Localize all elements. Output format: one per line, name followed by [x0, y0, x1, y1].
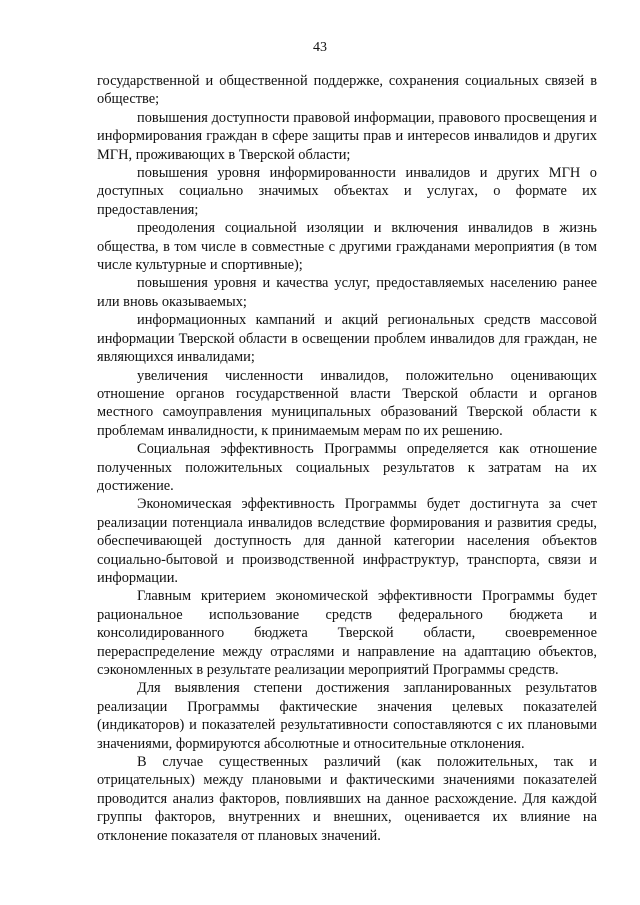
page-number: 43: [313, 40, 327, 55]
paragraph: Главным критерием экономической эффективности Программы будет рациональное использование средств федерального бюджета и консолидированного бюджета Тверской области, своевременное перераспределение между отраслями и направление на адаптацию объектов, сэкономленных в результате реализации мероприятий Программы средств.: [97, 588, 597, 678]
paragraph: информационных кампаний и акций региональных средств массовой информации Тверской области в освещении проблем инвалидов для граждан, не являющихся инвалидами;: [97, 312, 597, 366]
paragraph: государственной и общественной поддержке, сохранения социальных связей в обществе;: [97, 73, 597, 108]
paragraph: Социальная эффективность Программы определяется как отношение полученных положительных социальных результатов к затратам на их достижение.: [97, 441, 597, 494]
paragraph: Экономическая эффективность Программы будет достигнута за счет реализации потенциала инвалидов вследствие формирования и развития среды, обеспечивающей доступность для данной категории населения объектов социально-бытовой и производственной инфраструктур, транспорта, связи и информации.: [97, 496, 597, 586]
paragraph: повышения уровня и качества услуг, предоставляемых населению ранее или вновь оказываемых;: [97, 275, 597, 310]
paragraph: В случае существенных различий (как положительных, так и отрицательных) между плановыми и фактическими значениями показателей проводится анализ факторов, повлиявших на данное расхождение. Для каждой группы факторов, внутренних и внешних, оценивается их влияние на отклонение показателя от плановых значений.: [97, 754, 597, 844]
paragraph: преодоления социальной изоляции и включения инвалидов в жизнь общества, в том числе в совместные с другими гражданами мероприятия (в том числе культурные и спортивные);: [97, 220, 597, 274]
paragraph: повышения уровня информированности инвалидов и других МГН о доступных социально значимых объектах и услугах, о формате их предоставления;: [97, 165, 597, 218]
document-body: [97, 72, 597, 845]
paragraph: повышения доступности правовой информации, правового просвещения и информирования граждан в сфере защиты прав и интересов инвалидов и других МГН, проживающих в Тверской области;: [97, 109, 597, 163]
paragraph: увеличения численности инвалидов, положительно оценивающих отношение органов государственной власти Тверской области и органов местного самоуправления муниципальных образований Тверской области к проблемам инвалидности, к принимаемым мерам по их решению.: [97, 367, 597, 439]
paragraph: Для выявления степени достижения запланированных результатов реализации Программы фактические значения целевых показателей (индикаторов) и показателей результативности сопоставляются с их плановыми значениями, формируются абсолютные и относительные отклонения.: [97, 680, 597, 752]
